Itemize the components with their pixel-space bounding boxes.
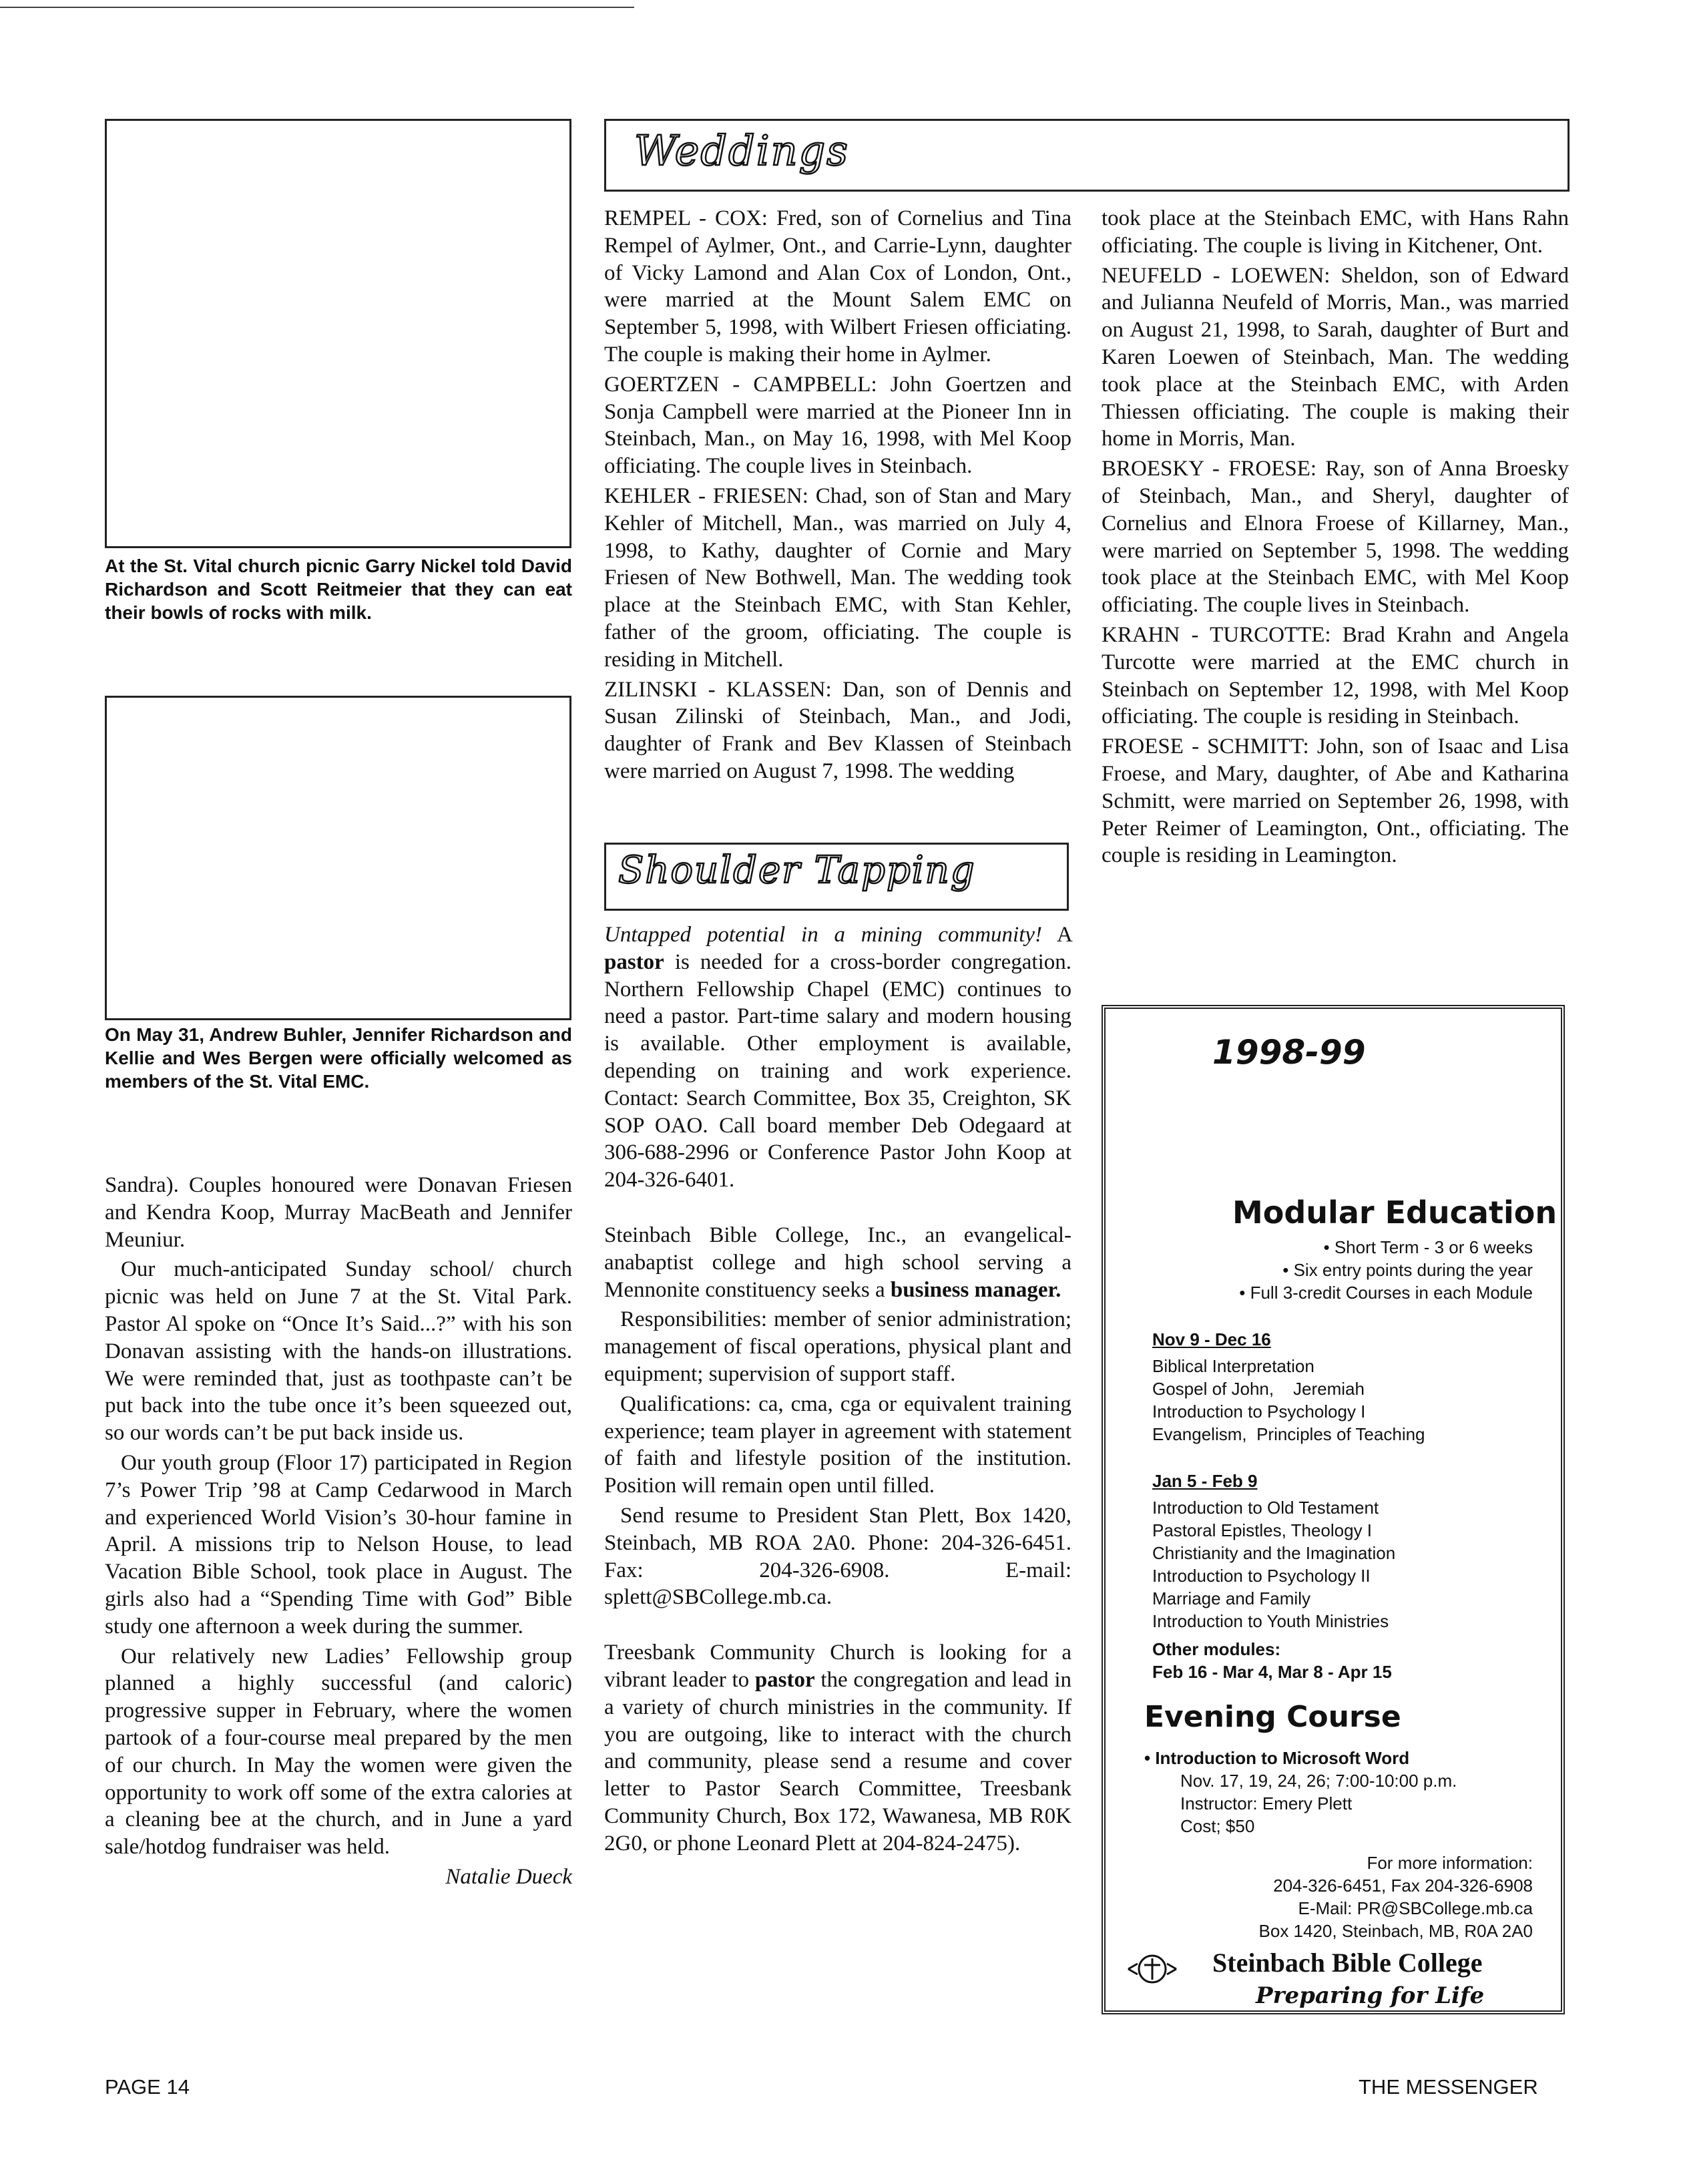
top-rule (0, 7, 634, 8)
wedding-announcement: KEHLER - FRIESEN: Chad, son of Stan and Mary Kehler of Mitchell, Man., was married on July 4, 1998, to Kathy, daughter of Cornie and Mary Friesen of New Bothwell, Man. The wedding took place at the Steinbach EMC, with Stan Kehler, father of the groom, officiating. The couple is residing in Mitchell. (604, 483, 1071, 672)
left-column-article (105, 1172, 572, 1891)
wedding-announcement: ZILINSKI - KLASSEN: Dan, son of Dennis and Susan Zilinski of Steinbach, Man., and Jodi, daughter of Frank and Bev Klassen of Steinbach were married on August 7, 1998. The wedding (604, 677, 1071, 783)
ad-bullet: • Six entry points during the year (1282, 1260, 1533, 1280)
business-manager-responsibilities: Responsibilities: member of senior administration; management of fiscal operations, physical plant and equipment; supervision of support staff. (604, 1307, 1071, 1386)
paragraph: Our relatively new Ladies’ Fellowship group planned a highly successful (and caloric) progressive supper in February, where the women partook of a four-course meal prepared by the men of our church. In May the women were given the opportunity to work off some of the extra calories at a cleaning bee at the church, and in June a yard sale/hotdog fundraiser was held. (105, 1644, 572, 1860)
photo-caption-2: On May 31, Andrew Buhler, Jennifer Richardson and Kellie and Wes Bergen were officially welcomed as members of the St. Vital EMC. (105, 1024, 572, 1092)
info-email: E-Mail: PR@SBCollege.mb.ca (1298, 1898, 1533, 1918)
course: Evangelism, Principles of Teaching (1152, 1424, 1425, 1444)
paragraph: Our youth group (Floor 17) participated in Region 7’s Power Trip ’98 at Camp Cedarwood in March and experienced World Vision’s 30-hour famine in April. A missions trip to Nelson House, to lead Vacation Bible School, took place in August. The girls also had a “Spending Time with God” Bible study one afternoon a week during the summer. (105, 1450, 572, 1639)
sbc-advertisement (1102, 1005, 1565, 2014)
ad-year: 1998-99 (1212, 1033, 1366, 1072)
evening-dates: Nov. 17, 19, 24, 26; 7:00-10:00 p.m. (1180, 1771, 1457, 1791)
evening-cost: Cost; $50 (1180, 1816, 1255, 1836)
page-number: PAGE 14 (105, 2075, 190, 2099)
course: Pastoral Epistles, Theology I (1152, 1520, 1373, 1540)
author-byline: Natalie Dueck (445, 1864, 572, 1889)
info-phone: 204-326-6451, Fax 204-326-6908 (1273, 1876, 1533, 1896)
wedding-announcement: FROESE - SCHMITT: John, son of Isaac and Lisa Froese, and Mary, daughter, of Abe and Katharina Schmitt, were married on September 26, 1998, with Peter Reimer of Leamington, Ont., officiating. The couple is residing in Leamington. (1102, 734, 1569, 868)
ad-bullet: • Short Term - 3 or 6 weeks (1323, 1237, 1533, 1257)
info-address: Box 1420, Steinbach, MB, R0A 2A0 (1258, 1921, 1533, 1941)
ad-heading-modular: Modular Education (1232, 1194, 1557, 1231)
wedding-announcement: BROESKY - FROESE: Ray, son of Anna Broesky of Steinbach, Man., and Sheryl, daughter of Cornelius and Elnora Froese of Killarney, Man., were married on September 5, 1998. The wedding took place at the Steinbach EMC, with Mel Koop officiating. The couple lives in Steinbach. (1102, 457, 1569, 618)
evening-instructor: Instructor: Emery Plett (1180, 1793, 1353, 1813)
business-manager-ad: Steinbach Bible College, Inc., an evangelical-anabaptist college and high school serving a Mennonite constituency seeks a business manager. (604, 1223, 1071, 1302)
ad-term2 (1152, 1470, 1526, 1683)
term1-label: Nov 9 - Dec 16 (1152, 1329, 1271, 1349)
photo-new-members (105, 696, 571, 1020)
wedding-announcement: NEUFELD - LOEWEN: Sheldon, son of Edward and Julianna Neufeld of Morris, Man., was married on August 21, 1998, to Sarah, daughter of Burt and Karen Loewen of Steinbach, Man. The wedding took place at the Steinbach EMC, with Arden Thiessen officiating. The couple is making their home in Morris, Man. (1102, 263, 1569, 451)
ad-term1 (1152, 1328, 1526, 1446)
college-tagline: Preparing for Life (1256, 1982, 1485, 2009)
course: Gospel of John, Jeremiah (1152, 1379, 1365, 1399)
business-manager-contact: Send resume to President Stan Plett, Box 1420, Steinbach, MB ROA 2A0. Phone: 204-326-6451. Fax: 204-326-6908. E-mail: splett@SBCollege.mb.ca. (604, 1503, 1071, 1610)
ad-bullet: • Full 3-credit Courses in each Module (1239, 1283, 1533, 1303)
shoulder-tapping-title: Shoulder Tapping (618, 849, 976, 892)
course: Introduction to Psychology II (1152, 1566, 1371, 1586)
ad-heading-evening: Evening Course (1144, 1700, 1401, 1734)
other-modules-label: Other modules: (1152, 1639, 1281, 1659)
photo-caption-1: At the St. Vital church picnic Garry Nickel told David Richardson and Scott Reitmeier that they can eat their bowls of rocks with milk. (105, 556, 572, 623)
paragraph: Our much-anticipated Sunday school/ church picnic was held on June 7 at the St. Vital Park. Pastor Al spoke on “Once It’s Said...?” with his son Donavan assisting with the hands-on illustrations. We were reminded that, just as toothpaste can’t be put back into the tube once it’s been squeezed out, so our words can’t be put back inside us. (105, 1257, 572, 1446)
info-label: For more information: (1367, 1853, 1533, 1873)
course: Christianity and the Imagination (1152, 1543, 1396, 1563)
ad-bullets (1159, 1236, 1533, 1304)
college-name: Steinbach Bible College (1212, 1948, 1483, 1978)
weddings-column-1 (604, 205, 1071, 788)
paragraph: Sandra). Couples honoured were Donavan Friesen and Kendra Koop, Murray MacBeath and Jennifer Meuniur. (105, 1173, 572, 1252)
course: Introduction to Youth Ministries (1152, 1611, 1389, 1631)
weddings-column-2 (1102, 205, 1569, 872)
weddings-header (604, 119, 1570, 192)
business-manager-qualifications: Qualifications: ca, cma, cga or equivalent training experience; team player in agreement with statement of faith and lifestyle position of the institution. Position will remain open until filled. (604, 1391, 1071, 1498)
evening-course: • Introduction to Microsoft Word (1144, 1748, 1410, 1768)
pastor-ad-mining: Untapped potential in a mining community! A pastor is needed for a cross-border congregation. Northern Fellowship Chapel (EMC) continues to need a pastor. Part-time salary and modern housing is available. Other employment is available, depending on training and work experience. Contact: Search Committee, Box 35, Creighton, SK SOP OAO. Call board member Deb Odegaard at 306-688-2996 or Conference Pastor John Koop at 204-326-6401. (604, 923, 1072, 1192)
course: Introduction to Psychology I (1152, 1401, 1366, 1422)
shoulder-tapping-column (604, 921, 1071, 1860)
college-logo-icon (1126, 1949, 1179, 1989)
shoulder-tapping-header (604, 843, 1069, 911)
photo-picnic (105, 119, 571, 548)
term2-label: Jan 5 - Feb 9 (1152, 1471, 1258, 1491)
publication-name: THE MESSENGER (1359, 2075, 1538, 2099)
course: Introduction to Old Testament (1152, 1498, 1379, 1518)
ad-contact (1172, 1851, 1533, 1942)
other-modules-dates: Feb 16 - Mar 4, Mar 8 - Apr 15 (1152, 1662, 1392, 1682)
course: Marriage and Family (1152, 1588, 1310, 1608)
wedding-announcement: took place at the Steinbach EMC, with Hans Rahn officiating. The couple is living in Kitchener, Ont. (1102, 206, 1569, 258)
wedding-announcement: GOERTZEN - CAMPBELL: John Goertzen and Sonja Campbell were married at the Pioneer Inn in Steinbach, Man., on May 16, 1998, with Mel Koop officiating. The couple lives in Steinbach. (604, 372, 1071, 479)
weddings-title: Weddings (634, 126, 850, 175)
ad-evening (1144, 1747, 1545, 1837)
wedding-announcement: REMPEL - COX: Fred, son of Cornelius and Tina Rempel of Aylmer, Ont., and Carrie-Lynn, daughter of Vicky Lamond and Alan Cox of London, Ont., were married at the Mount Salem EMC on September 5, 1998, with Wilbert Friesen officiating. The couple is making their home in Aylmer. (604, 206, 1071, 367)
course: Biblical Interpretation (1152, 1356, 1314, 1376)
wedding-announcement: KRAHN - TURCOTTE: Brad Krahn and Angela Turcotte were married at the EMC church in Steinbach on September 12, 1998, with Mel Koop officiating. The couple is residing in Steinbach. (1102, 622, 1569, 729)
pastor-ad-treesbank: Treesbank Community Church is looking for a vibrant leader to pastor the congregation and lead in a variety of church ministries in the community. If you are outgoing, like to interact with the church and community, please send a resume and cover letter to Pastor Search Committee, Treesbank Community Church, Box 172, Wawanesa, MB R0K 2G0, or phone Leonard Plett at 204-824-2475). (604, 1641, 1072, 1855)
